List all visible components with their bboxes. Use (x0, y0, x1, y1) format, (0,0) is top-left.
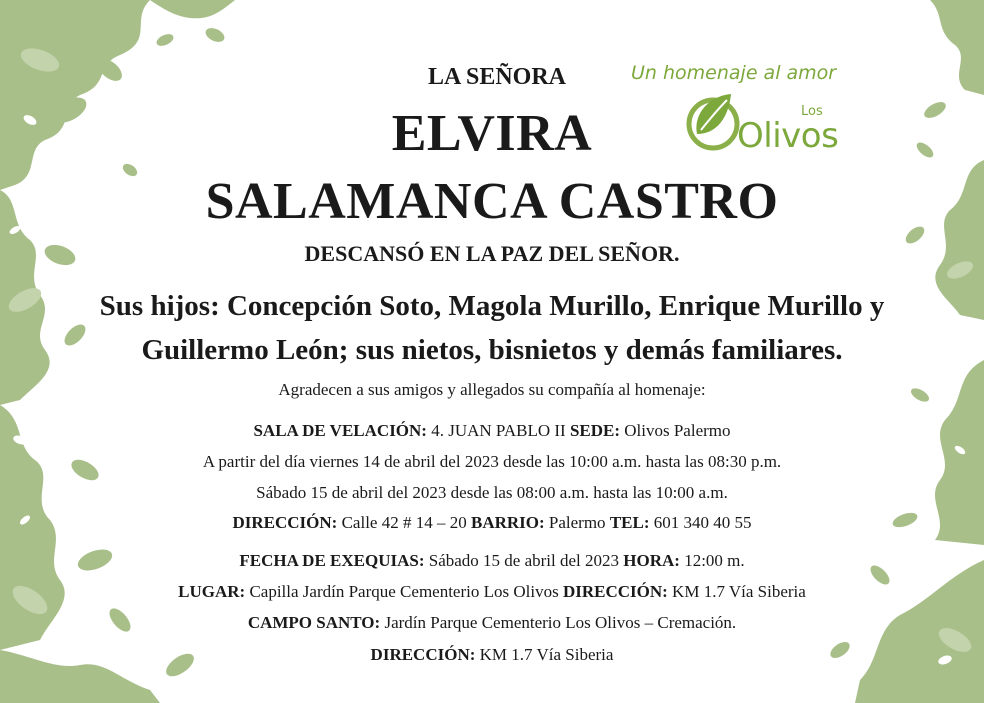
deceased-last-name: SALAMANCA CASTRO (205, 173, 779, 230)
phone-value: 601 340 40 55 (649, 513, 752, 532)
funeral-place-label: LUGAR: (178, 582, 246, 601)
wake-room-label: SALA DE VELACIÓN: (253, 421, 427, 440)
family-line-1: Sus hijos: Concepción Soto, Magola Murillo, Enrique Murillo y (99, 290, 885, 322)
address-label: DIRECCIÓN: (232, 513, 338, 532)
cemetery-line (0, 613, 984, 633)
thanks-line: Agradecen a sus amigos y allegados su compañía al homenaje: (278, 380, 706, 399)
neighborhood-label: BARRIO: (470, 513, 545, 532)
phone-label: TEL: (609, 513, 650, 532)
funeral-date-label: FECHA DE EXEQUIAS: (239, 551, 425, 570)
funeral-place-line (0, 582, 984, 602)
funeral-time-label: HORA: (623, 551, 680, 570)
deceased-first-name: ELVIRA (391, 105, 593, 162)
cemetery-address-label: DIRECCIÓN: (370, 645, 476, 664)
cemetery-label: CAMPO SANTO: (247, 613, 381, 632)
logo-slogan: Un homenaje al amor (631, 62, 837, 84)
schedule-line-1: A partir del día viernes 14 de abril del 2023 desde las 10:00 a.m. hasta las 08:30 p.m. (202, 452, 782, 471)
logo-brand-name: Olivos (737, 116, 839, 156)
rest-in-peace-line: DESCANSÓ EN LA PAZ DEL SEÑOR. (304, 241, 680, 266)
schedule-line-2: Sábado 15 de abril del 2023 desde las 08:00 a.m. hasta las 10:00 a.m. (256, 483, 728, 502)
neighborhood-value: Palermo (544, 513, 610, 532)
funeral-place-address-label: DIRECCIÓN: (562, 582, 668, 601)
wake-room-value: 4. JUAN PABLO II (426, 421, 570, 440)
cemetery-value: Jardín Parque Cementerio Los Olivos – Cremación. (380, 613, 737, 632)
funeral-date-value: Sábado 15 de abril del 2023 (424, 551, 624, 570)
venue-value: Olivos Palermo (620, 421, 731, 440)
venue-label: SEDE: (569, 421, 621, 440)
funeral-time-value: 12:00 m. (679, 551, 745, 570)
cemetery-address-line (0, 645, 984, 665)
funeral-place-value: Capilla Jardín Parque Cementerio Los Olivos (245, 582, 563, 601)
address-value: Calle 42 # 14 – 20 (337, 513, 471, 532)
title-line: LA SEÑORA (427, 64, 567, 90)
funeral-place-address-value: KM 1.7 Vía Siberia (667, 582, 806, 601)
cemetery-address-value: KM 1.7 Vía Siberia (475, 645, 614, 664)
family-line-2: Guillermo León; sus nietos, bisnietos y demás familiares. (141, 334, 843, 366)
wake-room-line (0, 421, 984, 441)
funeral-date-line (0, 551, 984, 571)
logo-brand-small: Los (801, 104, 823, 119)
address-line (0, 513, 984, 533)
